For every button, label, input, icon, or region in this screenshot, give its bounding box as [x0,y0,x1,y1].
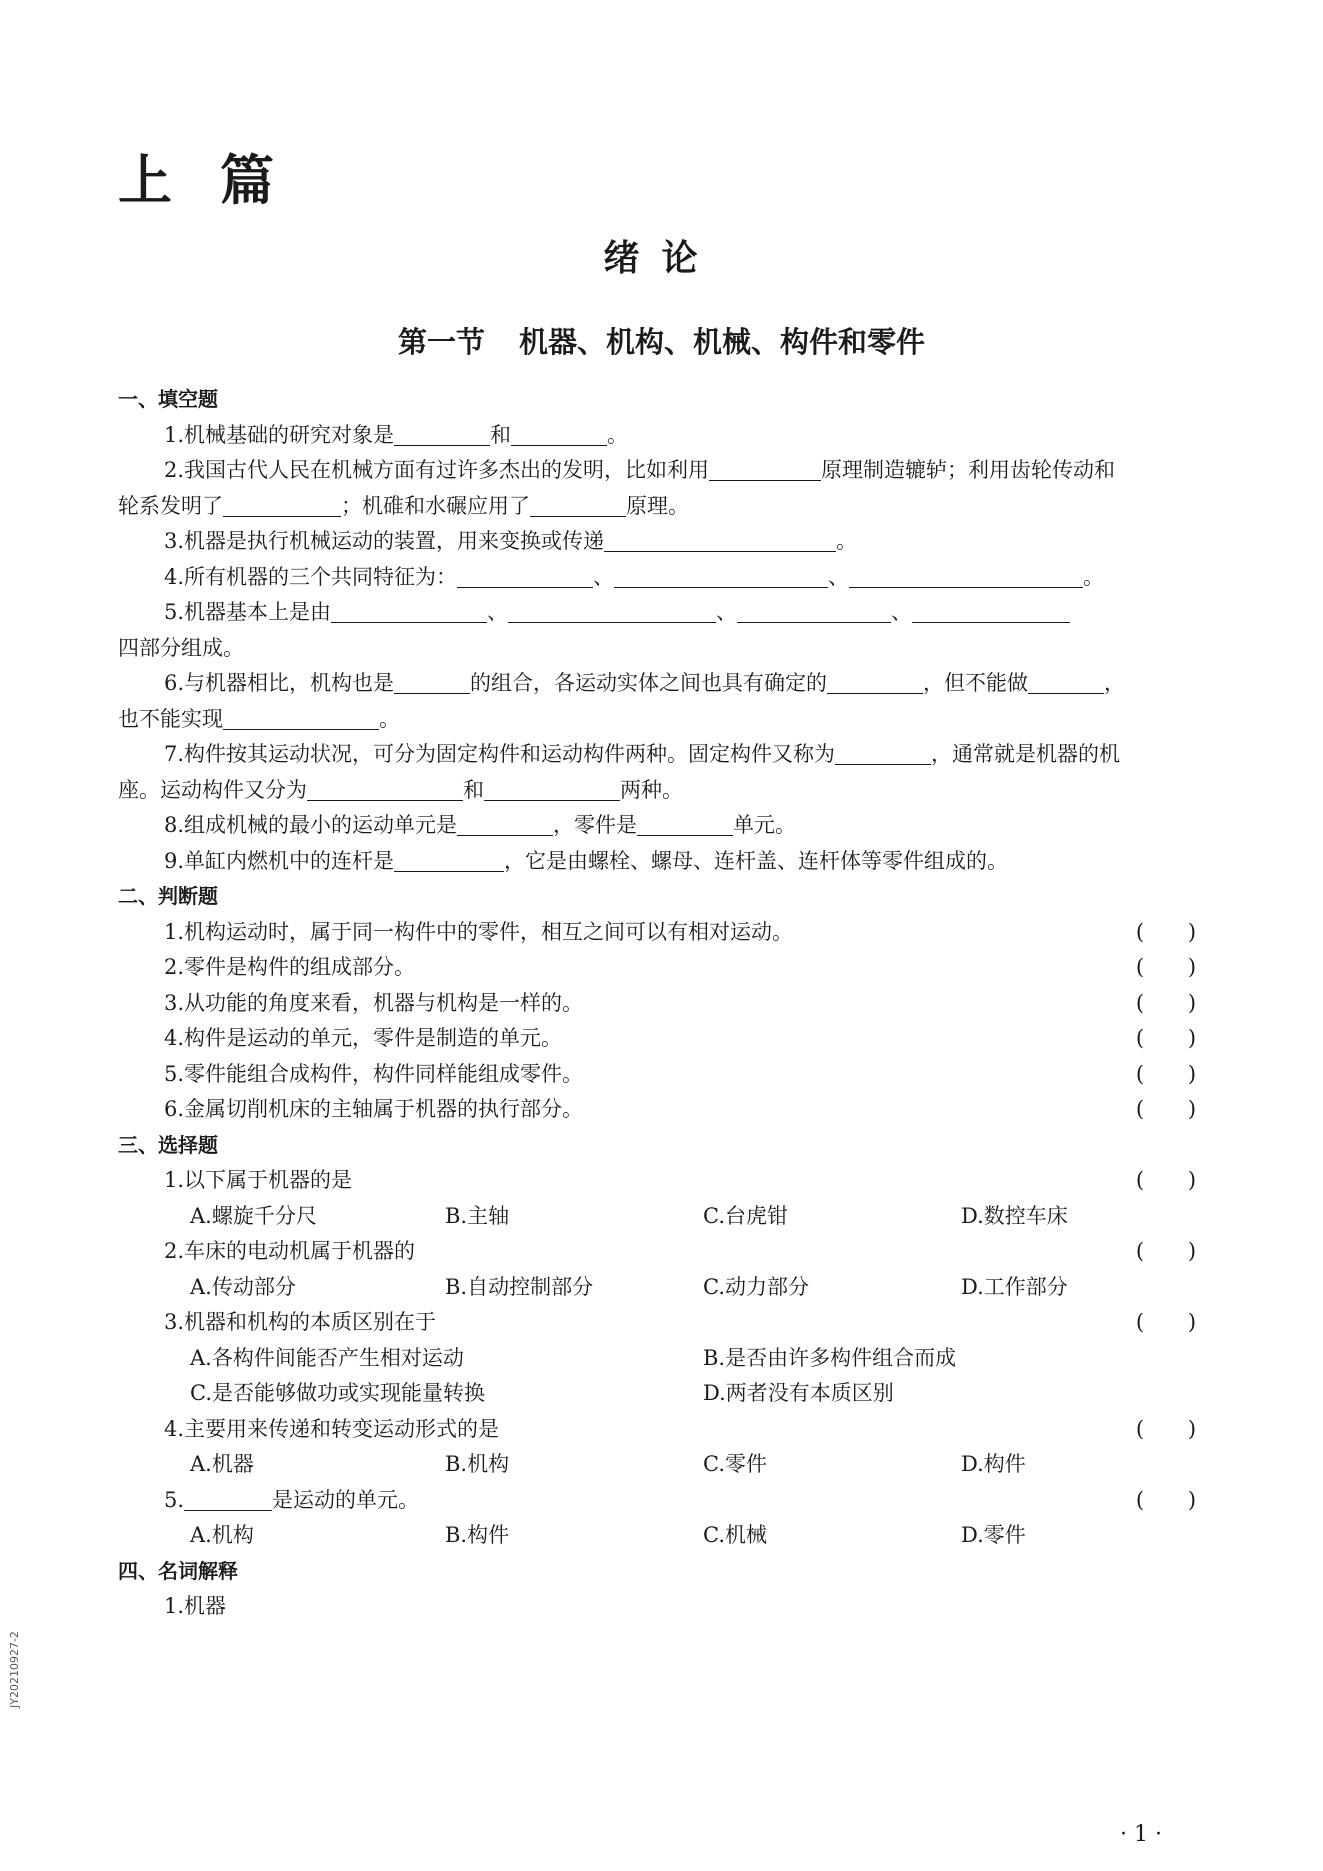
judge-question-6 [118,1092,1218,1128]
question-text: 5.机器基本上是由 [164,600,332,624]
answer-blank[interactable] [394,669,470,694]
answer-blank[interactable] [1028,669,1104,694]
part-title: 上篇 [118,148,322,212]
question-text: 两种。 [620,777,683,802]
question-text: 轮系发明了 [118,493,223,518]
question-text: ；机碓和水碾应用了 [341,493,530,518]
choice-options-3a [118,1341,1218,1377]
answer-parentheses[interactable]: ( ) [1135,1416,1197,1441]
choice-options-3b [118,1376,1218,1412]
answer-parentheses[interactable]: ( ) [1135,1239,1197,1263]
option-b[interactable]: B.自动控制部分 [445,1274,594,1299]
answer-blank[interactable] [457,563,593,588]
fill-question-1 [118,418,1218,454]
question-text: ，它是由螺栓、螺母、连杆盖、连杆体等零件组成的。 [504,848,1009,873]
answer-parentheses[interactable]: ( ) [1135,1026,1197,1050]
choice-options-5 [118,1518,1218,1554]
answer-blank[interactable] [457,811,553,836]
choice-question-5 [118,1483,1218,1519]
option-c[interactable]: C.是否能够做功或实现能量转换 [190,1381,485,1405]
question-text: 4.构件是运动的单元，零件是制造的单元。 [164,1026,563,1050]
answer-blank[interactable] [331,598,487,623]
answer-blank[interactable] [604,527,836,552]
section-name: 机器、机构、机械、构件和零件 [519,325,926,359]
judge-question-1 [118,915,1218,951]
answer-parentheses[interactable]: ( ) [1135,919,1197,944]
question-text: 。 [607,422,629,447]
option-b[interactable]: B.构件 [445,1523,510,1547]
judge-question-3 [118,986,1218,1022]
separator: 、 [828,564,850,589]
answer-blank[interactable] [307,776,463,801]
question-text: ，零件是 [553,813,638,837]
page-number: · 1 · [1120,1822,1162,1847]
judge-question-5 [118,1057,1218,1093]
option-d[interactable]: D.数控车床 [961,1203,1068,1228]
question-text: 原理。 [626,493,689,518]
question-text: 2.我国古代人民在机械方面有过许多杰出的发明，比如利用 [164,458,710,482]
question-text: 座。运动构件又分为 [118,777,307,802]
answer-blank[interactable] [637,811,733,836]
question-text: 单元。 [733,813,797,837]
fill-question-2-continued [118,489,1218,525]
answer-blank[interactable] [614,563,828,588]
question-text: 原理制造辘轳；利用齿轮传动和 [821,458,1116,482]
question-text: 。 [836,529,858,553]
question-text: 9.单缸内燃机中的连杆是 [164,848,395,873]
choice-heading: 三、选择题 [118,1132,218,1157]
choice-options-2 [118,1270,1218,1306]
option-b[interactable]: B.机构 [445,1452,510,1476]
answer-blank[interactable] [737,598,891,623]
option-a[interactable]: A.机构 [190,1523,254,1547]
question-text: 6.金属切削机床的主轴属于机器的执行部分。 [164,1097,584,1121]
question-text: 1.机构运动时，属于同一构件中的零件，相互之间可以有相对运动。 [164,919,794,944]
question-text: 是运动的单元。 [272,1487,420,1512]
question-text: 和 [490,422,512,447]
answer-parentheses[interactable]: ( ) [1135,1310,1197,1334]
answer-blank[interactable] [849,563,1083,588]
choice-options-4 [118,1447,1218,1483]
fill-question-5 [118,595,1218,631]
fill-question-3 [118,524,1218,560]
option-d[interactable]: D.两者没有本质区别 [703,1381,894,1405]
answer-blank[interactable] [394,421,490,446]
choice-question-3 [118,1305,1218,1341]
fill-question-7-continued [118,773,1218,809]
question-text: ，但不能做 [923,671,1029,695]
chapter-title: 绪论 [603,237,720,279]
term-item-1: 1.机器 [164,1594,227,1618]
answer-blank[interactable] [827,669,923,694]
fill-blank-heading: 一、填空题 [118,387,218,411]
option-c[interactable]: C.台虎钳 [703,1203,788,1228]
separator: 、 [487,600,509,624]
fill-question-9 [118,844,1218,880]
judge-question-2 [118,950,1218,986]
option-d[interactable]: D.构件 [961,1452,1026,1476]
section-number: 第一节 [397,325,485,359]
choice-question-1 [118,1163,1218,1199]
answer-parentheses[interactable]: ( ) [1135,1061,1197,1086]
answer-blank[interactable] [511,421,607,446]
answer-blank[interactable] [394,847,504,872]
question-text: 8.组成机械的最小的运动单元是 [164,813,458,837]
section-title [0,320,1323,361]
option-c[interactable]: C.动力部分 [703,1274,809,1299]
question-text: 1.以下属于机器的是 [164,1168,353,1192]
fill-question-7 [118,737,1218,773]
question-text: 4.主要用来传递和转变运动形式的是 [164,1416,500,1441]
question-text: 3.从功能的角度来看，机器与机构是一样的。 [164,990,584,1015]
question-text: 2.零件是构件的组成部分。 [164,955,416,979]
question-text: 3.机器是执行机械运动的装置，用来变换或传递 [164,529,605,553]
answer-parentheses[interactable]: ( ) [1135,1168,1197,1192]
choice-question-4 [118,1412,1218,1448]
option-a[interactable]: A.各构件间能否产生相对运动 [190,1345,464,1370]
answer-blank[interactable] [530,492,626,517]
question-text: 5. [164,1487,185,1512]
choice-options-1 [118,1199,1218,1235]
answer-blank[interactable] [508,598,716,623]
question-text: 。 [379,706,400,731]
question-text: 2.车床的电动机属于机器的 [164,1239,416,1263]
answer-blank[interactable] [223,492,341,517]
fill-question-6-continued [118,702,1218,738]
option-a[interactable]: A.传动部分 [190,1274,296,1299]
question-text: 和 [463,777,484,802]
answer-parentheses[interactable]: ( ) [1135,1097,1197,1121]
fill-question-4 [118,560,1218,596]
option-c[interactable]: C.零件 [703,1452,767,1476]
question-text: 7.构件按其运动状况，可分为固定构件和运动构件两种。固定构件又称为 [164,742,836,766]
question-text: 4.所有机器的三个共同特征为： [164,564,458,589]
judge-heading: 二、判断题 [118,884,218,908]
question-text: ，通常就是机器的机 [931,742,1121,766]
question-text: 3.机器和机构的本质区别在于 [164,1310,437,1334]
question-text: 也不能实现 [118,706,223,731]
option-c[interactable]: C.机械 [703,1523,767,1547]
answer-blank[interactable] [835,740,931,765]
answer-blank[interactable] [184,1486,272,1511]
option-a[interactable]: A.螺旋千分尺 [190,1203,317,1228]
answer-parentheses[interactable]: ( ) [1135,955,1197,979]
answer-parentheses[interactable]: ( ) [1135,1487,1197,1512]
fill-question-8 [118,808,1218,844]
answer-parentheses[interactable]: ( ) [1135,990,1197,1015]
judge-question-4 [118,1021,1218,1057]
separator: 、 [891,600,913,624]
question-text: 。 [1083,564,1105,589]
option-d[interactable]: D.工作部分 [961,1274,1068,1299]
question-text: 5.零件能组合成构件，构件同样能组成零件。 [164,1061,584,1086]
terms-heading: 四、名词解释 [118,1558,238,1583]
option-b[interactable]: B.是否由许多构件组合而成 [703,1345,957,1370]
worksheet-content [118,382,1218,1625]
separator: 、 [716,600,738,624]
document-code: JY20210927-2 [8,1631,21,1708]
question-text: ， [1104,671,1126,695]
option-d[interactable]: D.零件 [961,1523,1026,1547]
question-text: 1.机械基础的研究对象是 [164,422,395,447]
fill-question-2 [118,453,1218,489]
choice-question-2 [118,1234,1218,1270]
separator: 、 [593,564,615,589]
fill-question-5-continued: 四部分组成。 [118,635,244,660]
answer-blank[interactable] [912,598,1070,623]
answer-blank[interactable] [709,456,821,481]
option-b[interactable]: B.主轴 [445,1203,510,1228]
option-a[interactable]: A.机器 [190,1452,254,1476]
question-text: 6.与机器相比，机构也是 [164,671,395,695]
question-text: 的组合，各运动实体之间也具有确定的 [470,671,828,695]
fill-question-6 [118,666,1218,702]
answer-blank[interactable] [484,776,620,801]
answer-blank[interactable] [223,705,379,730]
